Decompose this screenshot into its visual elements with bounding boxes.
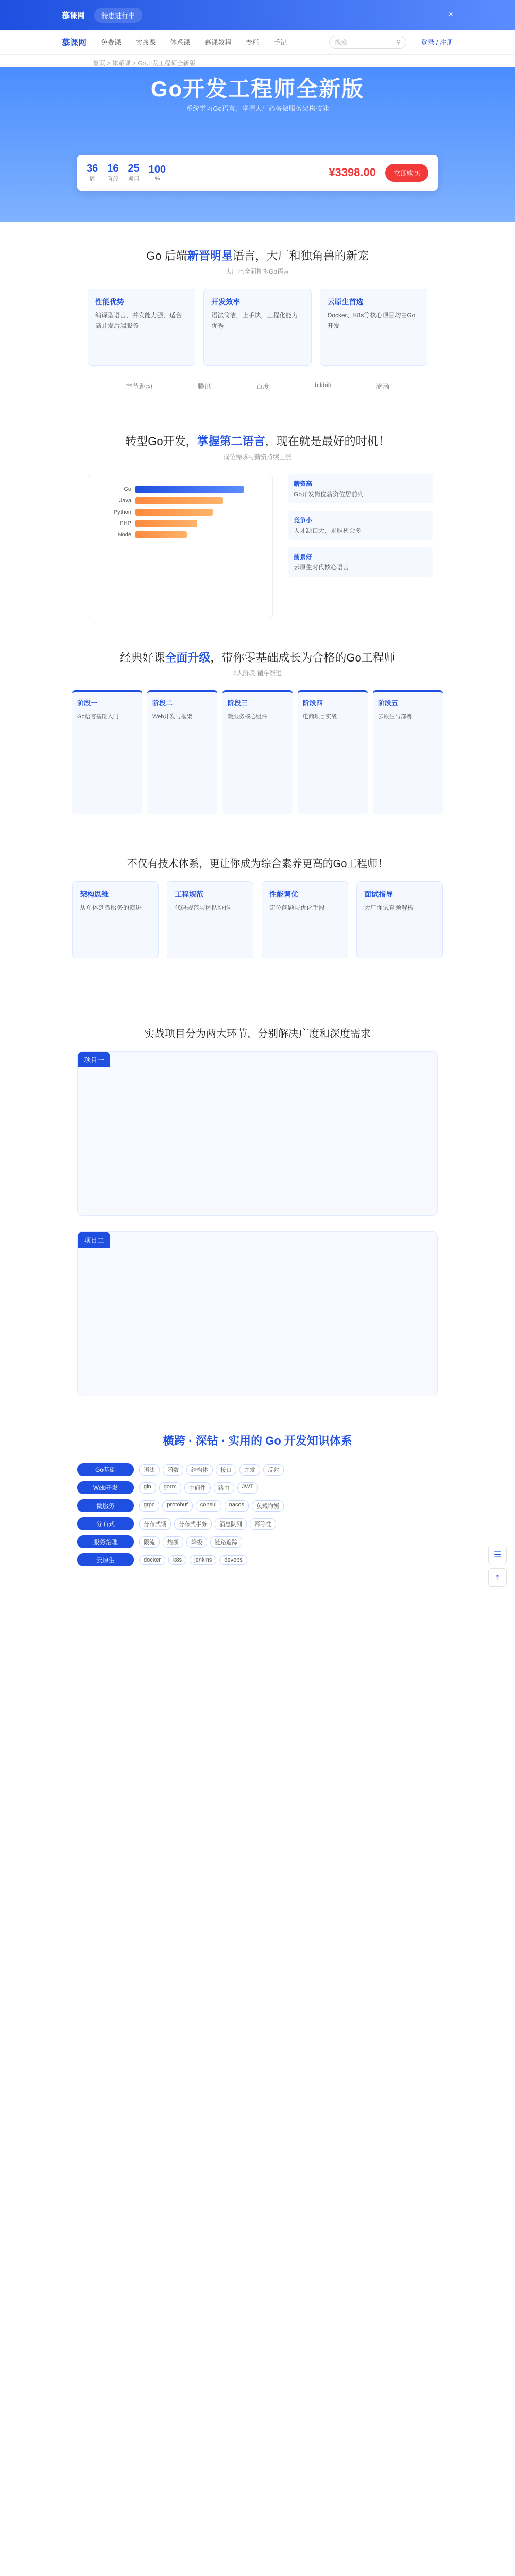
knowledge-tree: [77, 1463, 438, 1571]
tree-leaf: 链路追踪: [210, 1536, 242, 1548]
literacy-card: 面试指导 大厂面试真题解析: [356, 881, 443, 958]
tree-leaf: protobuf: [162, 1500, 192, 1512]
stage-card[interactable]: 阶段四 电商项目实战: [298, 690, 368, 814]
chart-bar: [135, 520, 197, 527]
tree-row: [77, 1463, 438, 1476]
intro-card: 性能优势 编译型语言，并发能力强，适合高并发后端服务: [88, 289, 195, 366]
stat-projects: 25 项目: [128, 162, 140, 182]
chart-row: Go: [95, 486, 265, 493]
tree-leaf: consul: [196, 1500, 221, 1512]
literacy-card: 架构思维 从单体到微服务的演进: [72, 881, 159, 958]
tree-leaf: jenkins: [190, 1555, 216, 1565]
tree-row: [77, 1553, 438, 1566]
chart-bar: [135, 509, 213, 516]
stage-list: [72, 690, 443, 814]
close-icon[interactable]: ×: [448, 10, 453, 19]
intro-cards: [88, 289, 427, 366]
breadcrumb: 首页 > 体系课 > Go开发工程师全新版: [93, 60, 196, 67]
project-panel-1: [77, 1051, 438, 1216]
chart-bar: [135, 486, 244, 493]
tree-node[interactable]: 服务治理: [77, 1535, 134, 1548]
banner-promo-text[interactable]: 特惠进行中: [94, 8, 142, 23]
promo-banner[interactable]: [0, 0, 515, 30]
chart-row: PHP: [95, 520, 265, 527]
tree-leaf: gorm: [159, 1482, 181, 1494]
tree-leaf: 结构体: [186, 1464, 213, 1476]
intro-card: 云原生首选 Docker、K8s等核心项目均由Go开发: [320, 289, 427, 366]
stage-card[interactable]: 阶段二 Web开发与框架: [147, 690, 217, 814]
tree-leaf: 接口: [216, 1464, 236, 1476]
tree-node[interactable]: Web开发: [77, 1481, 134, 1494]
company-logo: 腾讯: [197, 383, 211, 391]
header-nav: [0, 30, 515, 55]
section-title-upgrade: 经典好课全面升级，带你零基础成长为合格的Go工程师: [119, 651, 396, 664]
literacy-cards: [72, 881, 443, 958]
nav-item-free[interactable]: 免费课: [101, 39, 122, 46]
hero-subtitle: 系统学习Go语言，掌握大厂必备微服务架构技能: [186, 105, 329, 112]
section-title-knowledge: 橫跨 · 深钻 · 实用的 Go 开发知识体系: [163, 1434, 352, 1447]
nav-item-system[interactable]: 体系课: [170, 39, 191, 46]
tree-leaf: 语法: [139, 1464, 160, 1476]
benefit-item: 薪资高 Go开发岗位薪资位居前列: [288, 474, 433, 503]
stat-percent: 100 %: [148, 163, 166, 182]
nav-item-column[interactable]: 专栏: [246, 39, 260, 46]
stat-weeks: 36 周: [87, 162, 98, 182]
menu-icon[interactable]: ☰: [488, 1546, 507, 1564]
tree-row: [77, 1499, 438, 1512]
tree-leaf: docker: [139, 1555, 165, 1565]
literacy-card: 性能调优 定位问题与优化手段: [262, 881, 348, 958]
company-logos: [103, 381, 412, 391]
chart-bar: [135, 497, 223, 504]
chart-row: Node: [95, 531, 265, 538]
banner-logo: 慕课网: [62, 11, 85, 20]
course-stats-bar: [77, 155, 438, 191]
site-logo[interactable]: 慕课网: [62, 39, 87, 47]
section-title-literacy: 不仅有技术体系，更让你成为综合素养更高的Go工程师！: [127, 858, 388, 870]
nav-item-notes[interactable]: 手记: [273, 39, 287, 46]
tree-node[interactable]: 微服务: [77, 1499, 134, 1512]
tree-row: [77, 1481, 438, 1494]
tree-row: [77, 1535, 438, 1548]
tree-node[interactable]: Go基础: [77, 1463, 134, 1476]
section-sub-upgrade: 5大阶段 循序渐进: [233, 670, 282, 677]
login-link[interactable]: 登录 / 注册: [421, 39, 453, 46]
tree-leaf: 幂等性: [250, 1518, 276, 1530]
chart-row: Python: [95, 509, 265, 516]
tree-leaf: 函数: [163, 1464, 183, 1476]
tree-node[interactable]: 分布式: [77, 1517, 134, 1530]
project-panel-label: 项目一: [78, 1052, 110, 1067]
benefit-item: 竞争小 人才缺口大，求职机会多: [288, 511, 433, 540]
company-logo: 字节跳动: [125, 383, 152, 391]
section-title-career: 转型Go开发，掌握第二语言，现在就是最好的时机！: [125, 435, 390, 448]
tree-leaf: JWT: [237, 1482, 259, 1494]
chart-row: Java: [95, 497, 265, 504]
company-logo: 滴滴: [376, 383, 390, 391]
tree-leaf: 分布式锁: [139, 1518, 171, 1530]
section-sub-intro: 大厂已全面拥抱Go语言: [225, 268, 289, 275]
tree-leaf: 反射: [263, 1464, 284, 1476]
buy-button[interactable]: 立即购买: [385, 164, 428, 182]
tree-leaf: 中间件: [184, 1482, 211, 1494]
tree-leaf: k8s: [168, 1555, 186, 1565]
tree-row: [77, 1517, 438, 1530]
benefit-list: [288, 474, 433, 577]
search-placeholder: 搜索: [335, 39, 348, 46]
tree-leaf: nacos: [225, 1500, 249, 1512]
back-to-top-icon[interactable]: ↑: [488, 1568, 507, 1587]
tree-leaf: 路由: [214, 1482, 234, 1494]
tree-leaf: 降级: [186, 1536, 207, 1548]
stage-card[interactable]: 阶段一 Go语言基础入门: [72, 690, 142, 814]
tree-leaf: gin: [139, 1482, 156, 1494]
chart-bar: [135, 531, 187, 538]
tree-node[interactable]: 云原生: [77, 1553, 134, 1566]
tree-leaf: 负载均衡: [252, 1500, 284, 1512]
tree-leaf: 熔断: [163, 1536, 183, 1548]
search-icon[interactable]: ⚲: [396, 38, 401, 46]
section-sub-career: 岗位需求与薪资持续上涨: [223, 453, 291, 461]
stage-card[interactable]: 阶段五 云原生与部署: [373, 690, 443, 814]
nav-item-practical[interactable]: 实战课: [135, 39, 156, 46]
project-panel-2: [77, 1231, 438, 1396]
nav-item-tutorial[interactable]: 慕课教程: [204, 39, 232, 46]
tree-leaf: 分布式事务: [174, 1518, 212, 1530]
project-panel-label: 项目二: [78, 1232, 110, 1248]
benefit-item: 前景好 云原生时代核心语言: [288, 547, 433, 577]
company-logo: 百度: [256, 383, 270, 391]
salary-chart: [88, 474, 273, 618]
tree-leaf: grpc: [139, 1500, 159, 1512]
price: ¥3398.00: [329, 166, 376, 179]
literacy-card: 工程规范 代码规范与团队协作: [167, 881, 253, 958]
stat-stages: 16 阶段: [107, 162, 119, 182]
company-logo: bilibili: [314, 381, 331, 389]
intro-card: 开发效率 语法简洁，上手快，工程化能力优秀: [203, 289, 311, 366]
search-input[interactable]: [329, 36, 406, 49]
section-title-projects: 实战项目分为两大环节，分别解决广度和深度需求: [144, 1028, 371, 1040]
tree-leaf: 限流: [139, 1536, 160, 1548]
tree-leaf: 并发: [239, 1464, 260, 1476]
section-title-intro: Go 后端新晋明星语言，大厂和独角兽的新宠: [146, 249, 369, 262]
tree-leaf: devops: [219, 1555, 247, 1565]
stage-card[interactable]: 阶段三 微服务核心组件: [222, 690, 293, 814]
page-title: Go开发工程师全新版: [150, 77, 365, 101]
tree-leaf: 消息队列: [215, 1518, 247, 1530]
